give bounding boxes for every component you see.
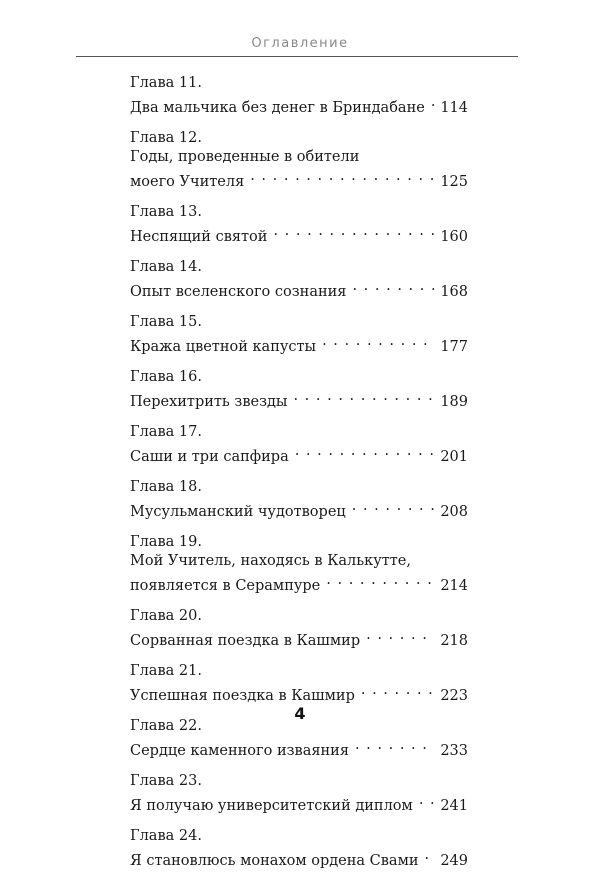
dot-leader [419, 791, 434, 810]
chapter-label: Глава 20. [130, 608, 202, 624]
dot-leader [326, 571, 434, 590]
toc-title-line [130, 681, 468, 706]
chapter-title: моего Учителя [130, 174, 245, 190]
toc-title-line [130, 442, 468, 467]
toc-title-line [130, 791, 468, 816]
page-number: 201 [440, 449, 468, 465]
page-number: 125 [440, 174, 468, 190]
dot-leader [352, 277, 434, 296]
toc-entry [130, 203, 468, 247]
toc-entry [130, 478, 468, 522]
dot-leader [273, 222, 434, 241]
page-number: 189 [440, 394, 468, 410]
toc-entry [130, 423, 468, 467]
page-number: 241 [440, 798, 468, 814]
toc-title-line [130, 626, 468, 651]
toc-title-line [130, 846, 468, 871]
toc-entry [130, 717, 468, 761]
chapter-title-line: Мой Учитель, находясь в Калькутте, [130, 553, 411, 569]
dot-leader [250, 167, 434, 186]
chapter-title: Опыт вселенского сознания [130, 284, 347, 300]
page-number: 208 [440, 504, 468, 520]
toc-title-line [130, 93, 468, 118]
chapter-title: Неспящий святой [130, 229, 268, 245]
chapter-label: Глава 21. [130, 663, 202, 679]
page-number: 114 [440, 100, 468, 116]
page-folio: 4 [294, 704, 306, 723]
chapter-title: Успешная поездка в Кашмир [130, 688, 355, 704]
toc-entry [130, 129, 468, 192]
chapter-label: Глава 23. [130, 773, 202, 789]
toc-title-line [130, 571, 468, 596]
dot-leader [366, 626, 434, 645]
chapter-title: появляется в Серампуре [130, 578, 321, 594]
chapter-title: Сорванная поездка в Кашмир [130, 633, 361, 649]
chapter-label: Глава 24. [130, 828, 202, 844]
toc-title-line [130, 167, 468, 192]
chapter-label: Глава 12. [130, 130, 202, 146]
chapter-title: Я получаю университетский диплом [130, 798, 413, 814]
chapter-title: Я становлюсь монахом ордена Свами [130, 853, 419, 869]
chapter-title: Мусульманский чудотворец [130, 504, 346, 520]
toc-entry [130, 313, 468, 357]
running-head: Оглавление [251, 36, 349, 51]
toc-entry [130, 772, 468, 816]
toc-entry [130, 74, 468, 118]
chapter-label: Глава 11. [130, 75, 202, 91]
dot-leader [361, 681, 434, 700]
chapter-label: Глава 16. [130, 369, 202, 385]
page-number: 233 [440, 743, 468, 759]
chapter-title: Сердце каменного изваяния [130, 743, 349, 759]
toc-entry [130, 607, 468, 651]
page-number: 168 [440, 284, 468, 300]
chapter-title: Два мальчика без денег в Бриндабане [130, 100, 425, 116]
page-number: 160 [440, 229, 468, 245]
page-number: 249 [440, 853, 468, 869]
page-number: 223 [440, 688, 468, 704]
toc-entry [130, 368, 468, 412]
page-number: 218 [440, 633, 468, 649]
toc-entry [130, 533, 468, 596]
dot-leader [352, 497, 435, 516]
page-number: 177 [440, 339, 468, 355]
dot-leader [431, 93, 434, 112]
header-rule [76, 56, 518, 57]
table-of-contents [130, 74, 468, 882]
chapter-title: Саши и три сапфира [130, 449, 289, 465]
chapter-label: Глава 18. [130, 479, 202, 495]
chapter-title-line: Годы, проведенные в обители [130, 149, 360, 165]
page-number: 214 [440, 578, 468, 594]
toc-title-line [130, 736, 468, 761]
chapter-title: Кража цветной капусты [130, 339, 317, 355]
toc-title-line [130, 387, 468, 412]
dot-leader [293, 387, 434, 406]
toc-entry [130, 662, 468, 706]
chapter-title: Перехитрить звезды [130, 394, 288, 410]
toc-title-line [130, 277, 468, 302]
dot-leader [295, 442, 435, 461]
toc-title-line [130, 332, 468, 357]
chapter-label: Глава 22. [130, 718, 202, 734]
chapter-label: Глава 15. [130, 314, 202, 330]
dot-leader [425, 846, 435, 865]
chapter-label: Глава 17. [130, 424, 202, 440]
dot-leader [355, 736, 434, 755]
toc-entry [130, 258, 468, 302]
toc-title-line [130, 222, 468, 247]
chapter-label: Глава 19. [130, 534, 202, 550]
toc-entry [130, 827, 468, 871]
chapter-label: Глава 14. [130, 259, 202, 275]
toc-title-line [130, 497, 468, 522]
dot-leader [322, 332, 434, 351]
chapter-label: Глава 13. [130, 204, 202, 220]
